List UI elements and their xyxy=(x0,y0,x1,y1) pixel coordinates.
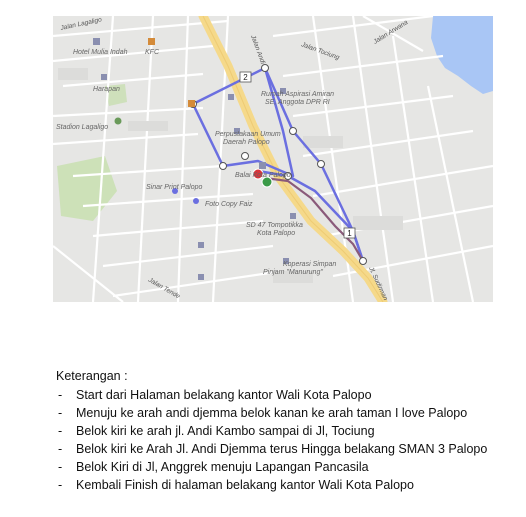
marker-1 xyxy=(344,228,355,238)
legend-item: - Belok Kiri di Jl, Anggrek menuju Lapangan Pancasila xyxy=(58,460,369,474)
svg-text:2: 2 xyxy=(243,73,248,82)
perpus-label-2: Daerah Palopo xyxy=(223,139,270,146)
kfc-label: KFC xyxy=(145,49,159,56)
hotel-icon xyxy=(93,38,100,45)
marker-2 xyxy=(240,72,251,82)
perpus-label-1: Perpustakaan Umum xyxy=(215,131,281,138)
sd47-label-2: Kota Palopo xyxy=(257,230,296,237)
sinar-label: Sinar Print Palopo xyxy=(146,184,203,191)
rumah-label-1: Rumah Aspirasi Amiran xyxy=(261,91,335,98)
koperasi-label-2: Pinjam "Manurung" xyxy=(263,269,323,276)
stadion-label: Stadion Lagaligo xyxy=(56,124,109,131)
hotel-label: Hotel Mulia Indah xyxy=(73,49,128,56)
koperasi-label-1: Koperasi Simpan xyxy=(283,261,337,268)
misc-icon-2 xyxy=(198,274,204,280)
legend-list xyxy=(56,386,516,494)
legend-item-text: Belok Kiri di Jl, Anggrek menuju Lapangan Pancasila xyxy=(76,460,369,474)
legend-item: - Start dari Halaman belakang kantor Wali Kota Palopo xyxy=(58,388,372,402)
legend-item-text: Belok kiri ke arah jl. Andi Kambo sampai di Jl, Tociung xyxy=(76,424,375,438)
legend-item-text: Belok kiri ke Arah Jl. Andi Djemma terus Hingga belakang SMAN 3 Palopo xyxy=(76,442,488,456)
sudirman-road-label: Jl. Sudirman xyxy=(367,265,389,302)
stadium-icon xyxy=(115,118,122,125)
rumah-label-2: SE, Anggota DPR RI xyxy=(265,99,330,106)
shop-icon-3 xyxy=(193,198,199,204)
andi-road-label: Jalan Andi xyxy=(249,34,267,65)
svg-text:1: 1 xyxy=(347,229,352,238)
misc-icon-3 xyxy=(228,94,234,100)
school-icon xyxy=(290,213,296,219)
tociung-road-label: Jalan Tociung xyxy=(300,41,341,62)
fotocopy-label: Foto Copy Faiz xyxy=(205,201,253,208)
legend-item: - Belok kiri ke arah jl. Andi Kambo sampai di Jl, Tociung xyxy=(58,424,375,438)
sd47-label-1: SD 47 Tompotikka xyxy=(246,222,303,229)
restaurant-icon xyxy=(188,100,195,107)
legend-item: - Kembali Finish di halaman belakang kantor Wali Kota Palopo xyxy=(58,478,414,492)
legend-item: - Menuju ke arah andi djemma belok kanan ke arah taman I love Palopo xyxy=(58,406,468,420)
lagaligo-road-label: Jalan Lagaligo xyxy=(59,16,103,32)
shop-icon xyxy=(101,74,107,80)
legend-item-text: Kembali Finish di halaman belakang kantor Wali Kota Palopo xyxy=(76,478,414,492)
balai-label: Balai Kota Palopo xyxy=(235,172,291,179)
legend-item-text: Menuju ke arah andi djemma belok kanan ke arah taman I love Palopo xyxy=(76,406,468,420)
legend-item: - Belok kiri ke Arah Jl. Andi Djemma terus Hingga belakang SMAN 3 Palopo xyxy=(58,442,488,456)
map-canvas xyxy=(53,16,493,302)
cityhall-icon xyxy=(259,162,266,169)
arwana-road-label: Jalan Arwana xyxy=(372,19,410,46)
legend-item-text: Start dari Halaman belakang kantor Wali Kota Palopo xyxy=(76,388,372,402)
tende-road-label: Jalan Tende xyxy=(147,276,181,301)
misc-icon xyxy=(198,242,204,248)
legend xyxy=(56,367,516,494)
harapan-label: Harapan xyxy=(93,86,120,93)
route-map xyxy=(53,16,493,302)
legend-title: Keterangan : xyxy=(56,369,128,383)
kfc-icon xyxy=(148,38,155,45)
